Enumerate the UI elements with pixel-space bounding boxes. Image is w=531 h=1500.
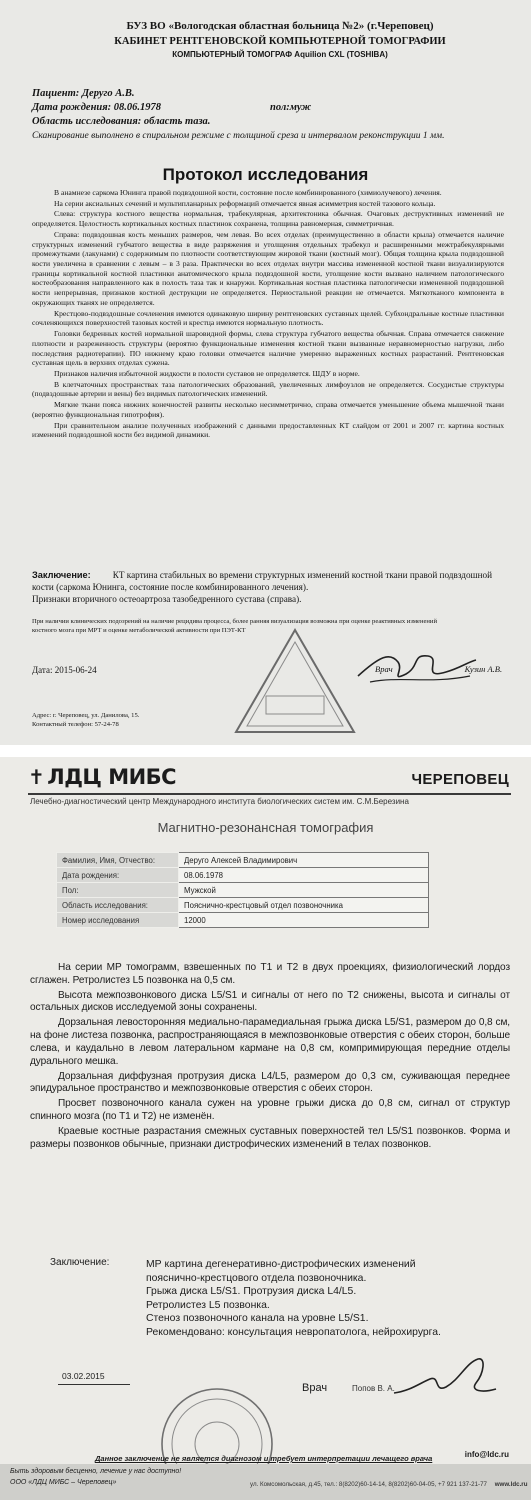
table-key: Пол:: [57, 883, 179, 898]
conclusion-text: Признаки вторичного остеоартроза тазобедренного сустава (справа).: [32, 594, 302, 604]
doctor-label: Врач: [302, 1382, 328, 1394]
doctor-name: Попов В. А.: [352, 1384, 395, 1393]
clinic-logo: [28, 765, 176, 789]
conclusion-label: Заключение:: [32, 570, 91, 580]
exam-area: Область исследования: область таза.: [32, 116, 211, 127]
clinical-note: При наличии клинических подозрений на наличие рецидива процесса, более ранняя визуализация возможна при оценке реактивных изменений костного мозга при МРТ и оценке метаболической активности при ПЭТ-КТ: [32, 618, 437, 634]
doctor-label: Врач: [375, 664, 393, 674]
conclusion-label: Заключение:: [50, 1257, 110, 1268]
ct-address-block: [32, 712, 139, 730]
device-name: КОМПЬЮТЕРНЫЙ ТОМОГРАФ Aquilion CXL (TOSHIBA): [172, 50, 388, 59]
findings-paragraph: На серии МР томограмм, взвешенных по Т1 и Т2 в двух проекциях, физиологический лордоз сглажен. Ретролистез L5 позвонка на 0,5 см.: [30, 962, 510, 986]
conclusion-line: Грыжа диска L5/S1. Протрузия диска L4/L5.: [146, 1286, 357, 1298]
conclusion-line: Ретролистез L5 позвонка.: [146, 1299, 270, 1311]
protocol-paragraph: В клетчаточных пространствах таза патологических образований, увеличенных лимфоузлов не определяется. Сосудистые структуры (подвздошные артерии и вены) без видимых патологических изменений.: [32, 379, 504, 399]
protocol-paragraph: Головки бедренных костей нормальной шаровидной формы, слева структура губчатого вещества обычная. Справа отмечается снижение плотности и разреженность структуры (вероятно функциональные изменения костной ткани вызванные неравномерностью нагрузки, либо последствия радиотерапии). ПО нижнему краю головки отмечается наличие умеренно выраженных костных разрастаний. Рентгеновская суставная щель в верхних отделах сужена.: [32, 329, 504, 368]
footer-org: ООО «ЛДЦ МИБС – Череповец»: [10, 1478, 117, 1486]
doctor-signature: [350, 646, 480, 690]
mri-report-page: [0, 757, 531, 1500]
findings-paragraph: Дорзальная диффузная протрузия диска L4/L5, размером до 0,3 см, суживающая переднее эпидуральное пространство и межпозвонковые отверстия с обеих сторон.: [30, 1070, 510, 1095]
triangular-stamp: [232, 626, 358, 736]
mri-title: Магнитно-резонансная томография: [157, 820, 374, 835]
table-value: 08.06.1978: [179, 868, 429, 883]
table-key: Область исследования:: [57, 898, 179, 913]
findings-paragraph: Дорзальная левосторонняя медиально-парамедиальная грыжа диска L5/S1, размером до 0,8 см, на фоне листеза позвонка, распространяющаяся в межпозвонковые отверстия с обеих сторон, больше слева, и каудально в левом латеральном кармане на 0,8 см, компримирующая передние отделы дурального мешка.: [30, 1017, 510, 1067]
mri-findings: [30, 962, 510, 1153]
page-separator: [0, 745, 531, 757]
conclusion-line: Рекомендовано: консультация невропатолога, нейрохирурга.: [146, 1326, 441, 1338]
protocol-body: [32, 188, 504, 441]
table-value: Деруго Алексей Владимирович: [179, 853, 429, 868]
table-row: [57, 853, 429, 868]
protocol-paragraph: Слева: структура костного вещества нормальная, трабекулярная, архитектоника обычная. Очаговых деструктивных изменений не определяется. Целостность кортикальных костных пластинок сохранена, толщина равномерная, симметричная.: [32, 209, 504, 229]
findings-paragraph: Высота межпозвонкового диска L5/S1 и сигналы от него по Т2 снижены, высота и сигналы от остальных дисков исследуемой зоны сохранены.: [30, 989, 510, 1014]
disclaimer: Данное заключение не является диагнозом и требует интерпретации лечащего врача: [95, 1454, 433, 1463]
address: Адрес: г. Череповец, ул. Данилова, 15.: [32, 712, 140, 719]
table-value: Мужской: [179, 883, 429, 898]
conclusion-line: МР картина дегенеративно-дистрофических изменений: [146, 1259, 416, 1270]
table-row: [57, 898, 429, 913]
institution-name: БУЗ ВО «Вологодская областная больница №2» (г.Череповец): [126, 20, 434, 32]
table-row: [57, 913, 429, 928]
footer-slogan: Быть здоровым бесценно, лечение у нас доступно!: [10, 1468, 182, 1475]
protocol-paragraph: В анамнезе саркома Юнинга правой подвздошной кости, состояние после комбинированного (химиолучевого) лечения.: [54, 188, 442, 197]
ct-conclusion: [32, 570, 504, 607]
mri-date: 03.02.2015: [62, 1371, 105, 1381]
phone: Контактный телефон: 57-24-78: [32, 720, 119, 728]
footer-left: [10, 1467, 181, 1488]
footer-address-text: ул. Комсомольская, д.45, тел.: 8(8202)60-14-14, 8(8202)60-04-05, +7 921 137-21-77: [250, 1481, 487, 1488]
findings-paragraph: Просвет позвоночного канала сужен на уровне грыжи диска до 0,8 см, сигнал от структур спинного мозга (по Т1 и Т2) не изменён.: [30, 1098, 510, 1122]
protocol-paragraph: Признаков наличия избыточной жидкости в полости суставов не определяется. ШДУ в норме.: [54, 368, 360, 378]
table-key: Номер исследования: [57, 913, 179, 928]
patient-name: Пациент: Деруго А.В.: [32, 88, 135, 99]
patient-dob: Дата рождения: 08.06.1978: [32, 102, 162, 113]
protocol-paragraph: Крестцово-подвздошные сочленения имеются одинаковую ширину рентгеновских суставных щелей. Субхондральные костные пластинки сочленяющихся поверхностей тазовых костей и крестца имеются нормальную плотность.: [32, 308, 504, 328]
patient-info-table: [56, 852, 429, 928]
mri-conclusion: [146, 1258, 506, 1339]
clinic-contacts: [465, 1450, 509, 1459]
clinic-city: ЧЕРЕПОВЕЦ: [411, 771, 509, 788]
scan-params: Сканирование выполнено в спиральном режиме с толщиной среза и интервалом реконструкции 1 мм.: [32, 131, 445, 141]
protocol-paragraph: Справа: подвздошная кость меньших размеров, чем левая. Во всех отделах (преимущественно в области крыла) отмечается наличие структурных изменений губчатого вещества в виде разряжения и утолщения отдельных трабекул и расширенными межтрабекулярными промежутками (лакунами) с содержимым по плотности соответствующим жировой ткани (костный мозг). Общая толщина крыла подвздошной кости увеличена в сравнении с левым – в 3 раза. Практически во всех отделах внутри массива измененной костной ткани визуализируются границы кортикальной костной пластинки анатомического крыла подвздошной кости, утолщение кости вызвано наличием патологического костеобразования направленного как в полость таза так и кнаружи. Кортикальная костная пластинка патологически измененной подвздошной кости непрерывная, признаков костной деструкции не определяется. Периостальной реакции не отмечается. Мягкотканого компонента в окружающих тканях не определяется.: [32, 229, 504, 307]
doctor-signature: [390, 1353, 500, 1401]
website-link[interactable]: www.ldc.ru: [494, 1481, 528, 1488]
medical-cross-icon: ✝: [28, 765, 45, 789]
header-divider: [28, 793, 511, 795]
protocol-paragraph: На серии аксиальных сечений и мультипланарных реформаций отмечается явная асимметрия костей тазового кольца.: [54, 198, 436, 208]
table-row: [57, 868, 429, 883]
protocol-title: Протокол исследования: [162, 165, 369, 184]
patient-sex: пол:муж: [270, 102, 312, 113]
date-underline: [58, 1384, 130, 1385]
table-value: Пояснично-крестцовый отдел позвоночника: [179, 898, 429, 913]
logo-text: ЛДЦ МИБС: [47, 765, 177, 789]
findings-paragraph: Краевые костные разрастания смежных суставных поверхностей тел L5/S1 позвонков. Форма и размеры позвонков обычные, признаки дистрофических изменений в телах позвонков.: [30, 1125, 510, 1150]
protocol-paragraph: При сравнительном анализе полученных изображений с данными предоставленных КТ слайдом от 2001 и 2007 гг. картина костных изменений подвздошной кости без видимой динамики.: [32, 420, 504, 440]
footer-address: [250, 1481, 528, 1488]
ct-report-page: [0, 0, 531, 745]
conclusion-text: КТ картина стабильных во времени структурных изменений костной ткани правой подвздошной кости (саркома Юнинга, состояние после комбинированного лечения).: [32, 570, 493, 592]
email-link[interactable]: info@ldc.ru: [464, 1450, 509, 1459]
conclusion-line: Стеноз позвоночного канала на уровне L5/S1.: [146, 1313, 369, 1325]
doctor-name: Кузин А.В.: [464, 664, 503, 674]
protocol-paragraph: Мягкие ткани пояса нижних конечностей развиты несколько несимметрично, справа отмечается уменьшение объема мышечной ткани (вероятно функциональная гипотрофия).: [32, 400, 504, 419]
table-key: Дата рождения:: [57, 868, 179, 883]
department-name: КАБИНЕТ РЕНТГЕНОВСКОЙ КОМПЬЮТЕРНОЙ ТОМОГРАФИИ: [114, 36, 446, 47]
ct-date: Дата: 2015-06-24: [32, 665, 97, 675]
table-value: 12000: [179, 913, 429, 928]
clinic-full-name: Лечебно-диагностический центр Международного института биологических систем им. С.М.Березина: [30, 797, 409, 806]
table-row: [57, 883, 429, 898]
table-key: Фамилия, Имя, Отчество:: [57, 853, 179, 868]
conclusion-line: пояснично-крестцового отдела позвоночника.: [146, 1272, 367, 1284]
